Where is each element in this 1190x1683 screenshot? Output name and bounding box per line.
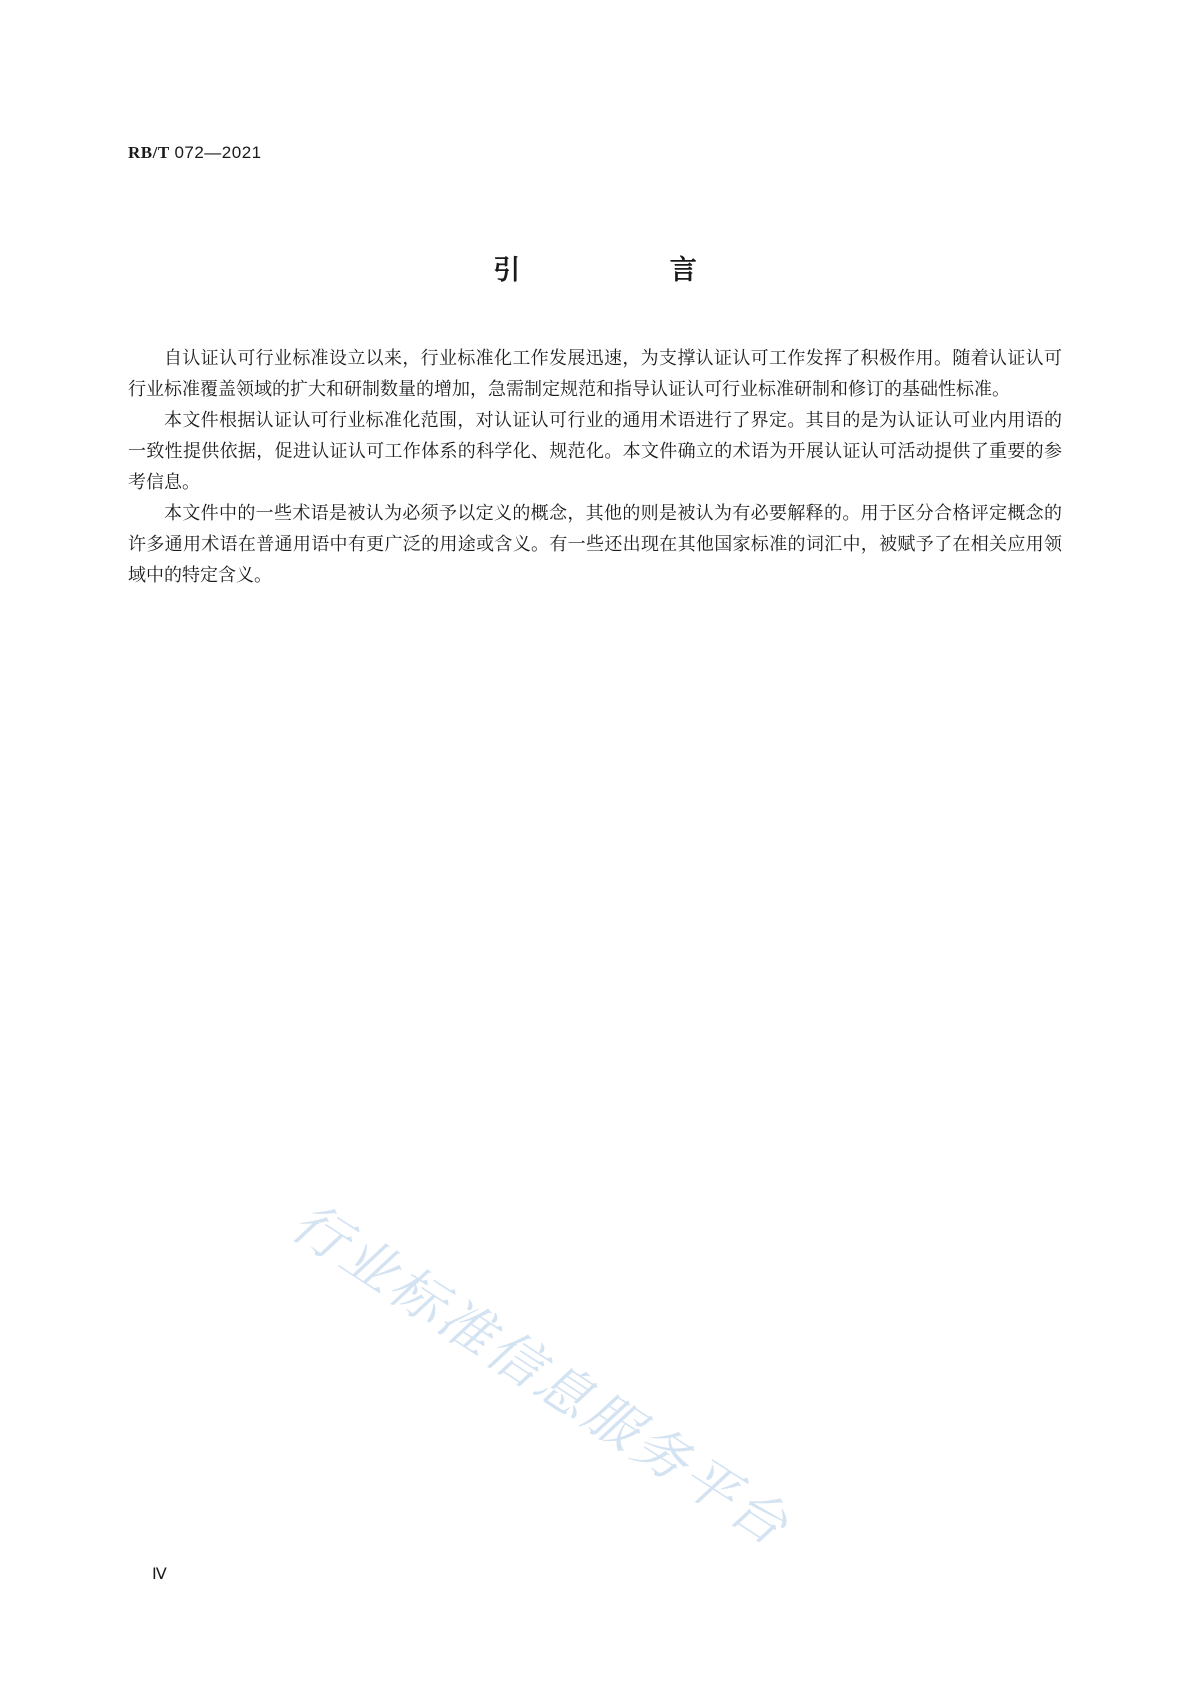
paragraph-2: 本文件根据认证认可行业标准化范围，对认证认可行业的通用术语进行了界定。其目的是为认证认可业内用语的一致性提供依据，促进认证认可工作体系的科学化、规范化。本文件确立的术语为开展认证认可活动提供了重要的参考信息。 xyxy=(128,410,1062,493)
paragraph-3: 本文件中的一些术语是被认为必须予以定义的概念，其他的则是被认为有必要解释的。用于区分合格评定概念的许多通用术语在普通用语中有更广泛的用途或含义。有一些还出现在其他国家标准的词汇中，被赋予了在相关应用领域中的特定含义。 xyxy=(128,503,1062,586)
document-code-number: 072—2021 xyxy=(174,143,262,162)
watermark: 行业标准信息服务平台 xyxy=(280,1190,802,1560)
document-code xyxy=(128,143,262,163)
introduction-body xyxy=(128,343,1062,591)
paragraph-1: 自认证认可行业标准设立以来，行业标准化工作发展迅速，为支撑认证认可工作发挥了积极作用。随着认证认可行业标准覆盖领域的扩大和研制数量的增加，急需制定规范和指导认证认可行业标准研制和修订的基础性标准。 xyxy=(128,348,1062,400)
document-code-prefix: RB/T xyxy=(128,143,170,162)
page-title: 引 言 xyxy=(493,255,767,286)
page-number: Ⅳ xyxy=(152,1566,167,1583)
